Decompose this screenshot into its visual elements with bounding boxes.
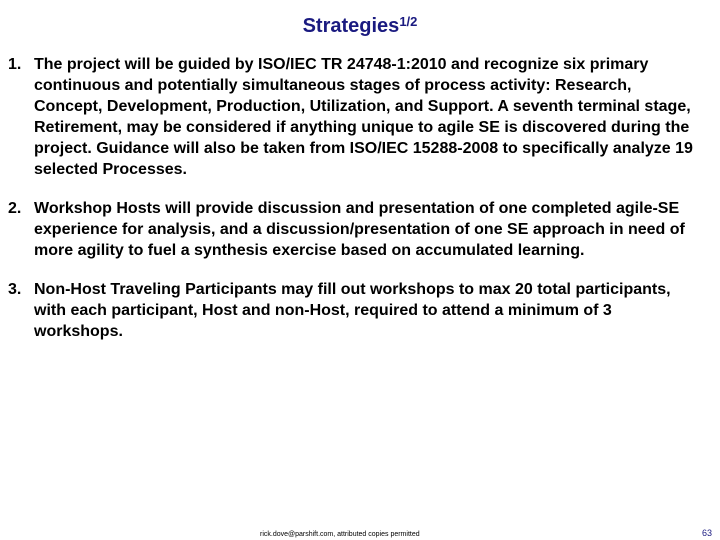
item-text: Workshop Hosts will provide discussion and presentation of one completed agile-SE experience for analysis, and a discussion/presentation of one SE approach in need of more agility to fuel a synthesis exercise based on accumulated learning. [34,200,685,259]
footer-contact: rick.dove@parshift.com, attributed copies permitted [260,531,420,538]
strategy-item [8,198,698,261]
item-text: The project will be guided by ISO/IEC TR 24748-1:2010 and recognize six primary continuous and potentially simultaneous stages of process activity: Research, Concept, Development, Production, Utilization, and Support. A seventh terminal stage, Retirement, may be considered if anything unique to agile SE is discovered during the project. Guidance will also be taken from ISO/IEC 15288-2008 to specifically analyze 19 selected Processes. [34,56,693,178]
item-number: 2. [8,200,22,217]
item-number: 1. [8,56,22,73]
item-number: 3. [8,281,22,298]
slide-title-text: Strategies [302,15,400,37]
strategy-item [8,279,698,342]
slide-title [0,12,720,40]
slide-title-superscript: 1/2 [399,14,418,29]
strategy-item [8,54,698,180]
item-text: Non-Host Traveling Participants may fill out workshops to max 20 total participants, with each participant, Host and non-Host, required to attend a minimum of 3 workshops. [34,281,671,340]
page-number: 63 [701,528,712,538]
strategy-list [8,54,698,360]
